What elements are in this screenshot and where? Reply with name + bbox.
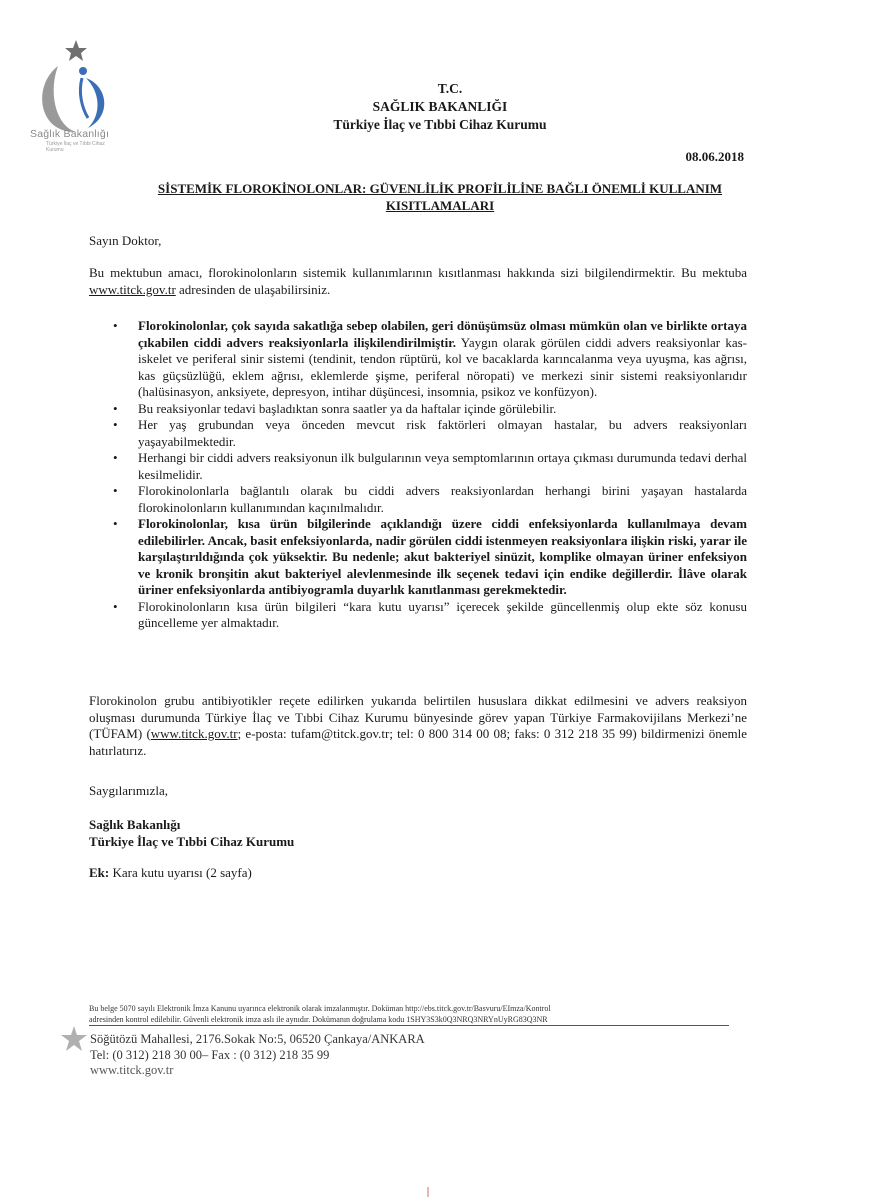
- closing-text-1: Florokinolon grubu antibiyotikler reçete edilirken yukarıda belirtilen hususlara dikkat edilmesini ve advers reaksiyon oluşması durumunda Türkiye İlaç ve Tıbbi Cihaz Kurumu bünyesinde görev yapan Türkiye Farmakovijilans Merkezi’ne (TÜFAM) (: [89, 693, 747, 741]
- bullet-text: Yaygın olarak görülen ciddi advers reaksiyonlar kas-iskelet ve periferal sinir sistemi (tendinit, tendon rüptürü, kol ve bacaklarda karıncalanma veya uyuşma, kas ağrısı, kas güçsüzlüğü, eklem ağrısı, eklemlerde şişme, periferal nöropati) ve merkezi sinir sistemi reaksiyonlarıdır (halüsinasyon, anksiyete, depresyon, intihar düşüncesi, insomnia, psikoz ve konfüzyon).: [138, 334, 748, 399]
- intro-paragraph: [89, 265, 747, 298]
- footer-contact: [90, 1032, 425, 1079]
- closing-link[interactable]: www.titck.gov.tr: [150, 726, 238, 741]
- bullet-text: Florokinolonlarla bağlantılı olarak bu ciddi advers reaksiyonlardan herhangi birini yaşayan hastalarda florokinolonların kullanımından kaçınılmalıdır.: [138, 483, 747, 515]
- footer-address: Söğütözü Mahallesi, 2176.Sokak No:5, 06520 Çankaya/ANKARA: [90, 1032, 425, 1046]
- bullet-text: Herhangi bir ciddi advers reaksiyonun ilk bulgularının veya semptomlarının ortaya çıkması durumunda tedavi derhal kesilmelidir.: [138, 450, 747, 482]
- regards: Saygılarımızla,: [89, 783, 169, 798]
- attachment-label: Ek:: [89, 865, 110, 880]
- list-item: [89, 599, 747, 632]
- list-item: [89, 417, 747, 450]
- esignature-note: [89, 1003, 729, 1026]
- list-item: [89, 483, 747, 516]
- scan-mark: [427, 1187, 429, 1197]
- intro-link[interactable]: www.titck.gov.tr: [89, 281, 176, 297]
- attachment-text: Kara kutu uyarısı (2 sayfa): [109, 865, 252, 880]
- star-icon: [60, 1025, 88, 1053]
- bullet-bold: Florokinolonlar, çok sayıda sakatlığa sebep olabilen, geri dönüşümsüz olması mümkün olan ve birlikte ortaya çıkabilen ciddi advers reaksiyonlarla ilişkilendirilmiştir.: [138, 318, 747, 350]
- list-item: [89, 401, 747, 418]
- esignature-line-1: Bu belge 5070 sayılı Elektronik İmza Kanunu uyarınca elektronik olarak imzalanmıştır. Doküman http://ebs.titck.gov.tr/Basvuru/EImza/Kontrol: [89, 1004, 551, 1013]
- signature-block: [89, 817, 747, 850]
- list-item: [89, 516, 747, 599]
- attachment-note: [89, 865, 747, 882]
- bullet-icon: •: [113, 450, 118, 465]
- bullet-icon: •: [113, 483, 118, 498]
- intro-text-1: Bu mektubun amacı, florokinolonların sistemik kullanımlarının kısıtlanması hakkında sizi bilgilendirmektir. Bu mektuba: [89, 265, 747, 280]
- closing-paragraph: [89, 693, 747, 759]
- esignature-line-2: adresinden kontrol edilebilir. Güvenli elektronik imza aslı ile aynıdır. Dokümanın doğrulama kodu 1SHY3S3k0Q3NRQ3NRYnUyRG83Q3NR: [89, 1014, 729, 1026]
- header-line-2: SAĞLIK BAKANLIĞI: [372, 99, 508, 114]
- signature-line-1: Sağlık Bakanlığı: [89, 817, 181, 832]
- bullet-icon: •: [113, 417, 118, 432]
- list-item: [89, 318, 747, 401]
- intro-text-2: adresinden de ulaşabilirsiniz.: [175, 281, 331, 297]
- bullet-icon: •: [113, 318, 118, 333]
- salutation: Sayın Doktor,: [89, 233, 162, 248]
- letter-header: [0, 80, 880, 134]
- bullet-bold: Florokinolonlar, kısa ürün bilgilerinde açıklandığı üzere ciddi enfeksiyonlarda kullanılmaya devam edilebilirler. Ancak, basit enfeksiyonlarda, nadir görülen ciddi istenmeyen reaksiyonlara ilişkin riski, yarar ile karşılaştırıldığında çok yüksektir. Bu nedenle; akut bakteriyel sinüzit, komplike olmayan üriner enfeksiyon ve kronik bronşitin akut bakteriyel alevlenmesinde ilk seçenek tedavi için endike değillerdir. İlâve olarak üriner enfeksiyonlarda antibiyogramla duyarlık kanıtlanması gerekmektedir.: [138, 516, 747, 597]
- footer-phone: Tel: (0 312) 218 30 00– Fax : (0 312) 218 35 99: [90, 1047, 330, 1062]
- bullet-icon: •: [113, 516, 118, 531]
- logo-name: Sağlık Bakanlığı: [30, 128, 110, 140]
- footer-website[interactable]: www.titck.gov.tr: [90, 1063, 174, 1077]
- bullet-text: Her yaş grubundan veya önceden mevcut risk faktörleri olmayan hastalar, bu advers reaksiyonları yaşayabilmektedir.: [138, 417, 747, 449]
- bullet-icon: •: [113, 598, 118, 614]
- logo-subtitle: Türkiye İlaç ve Tıbbi Cihaz Kurumu: [46, 141, 105, 153]
- letter-subject: [88, 180, 792, 214]
- closing-text-2: ; e-posta: tufam@titck.gov.tr; tel: 0 800 314 00 08; faks: 0 312 218 35 99) bildirmenizi önemle hatırlatırız.: [89, 726, 747, 758]
- letter-date: 08.06.2018: [685, 149, 744, 164]
- bullet-list: [89, 318, 747, 632]
- bullet-text: Bu reaksiyonlar tedavi başladıktan sonra saatler ya da haftalar içinde görülebilir.: [138, 400, 557, 416]
- subject-line-2: KISITLAMALARI: [385, 198, 495, 213]
- list-item: [89, 450, 747, 483]
- bullet-text: Florokinolonların kısa ürün bilgileri “kara kutu uyarısı” içerecek şekilde güncellenmiş olup ekte söz konusu güncelleme yer almaktadır.: [138, 598, 747, 630]
- header-line-3: Türkiye İlaç ve Tıbbi Cihaz Kurumu: [333, 117, 547, 132]
- subject-line-1: SİSTEMİK FLOROKİNOLONLAR: GÜVENLİLİK PROFİLİLİNE BAĞLI ÖNEMLİ KULLANIM: [157, 181, 723, 196]
- header-line-1: T.C.: [437, 81, 463, 96]
- signature-line-2: Türkiye İlaç ve Tıbbi Cihaz Kurumu: [89, 833, 295, 849]
- bullet-icon: •: [113, 400, 118, 416]
